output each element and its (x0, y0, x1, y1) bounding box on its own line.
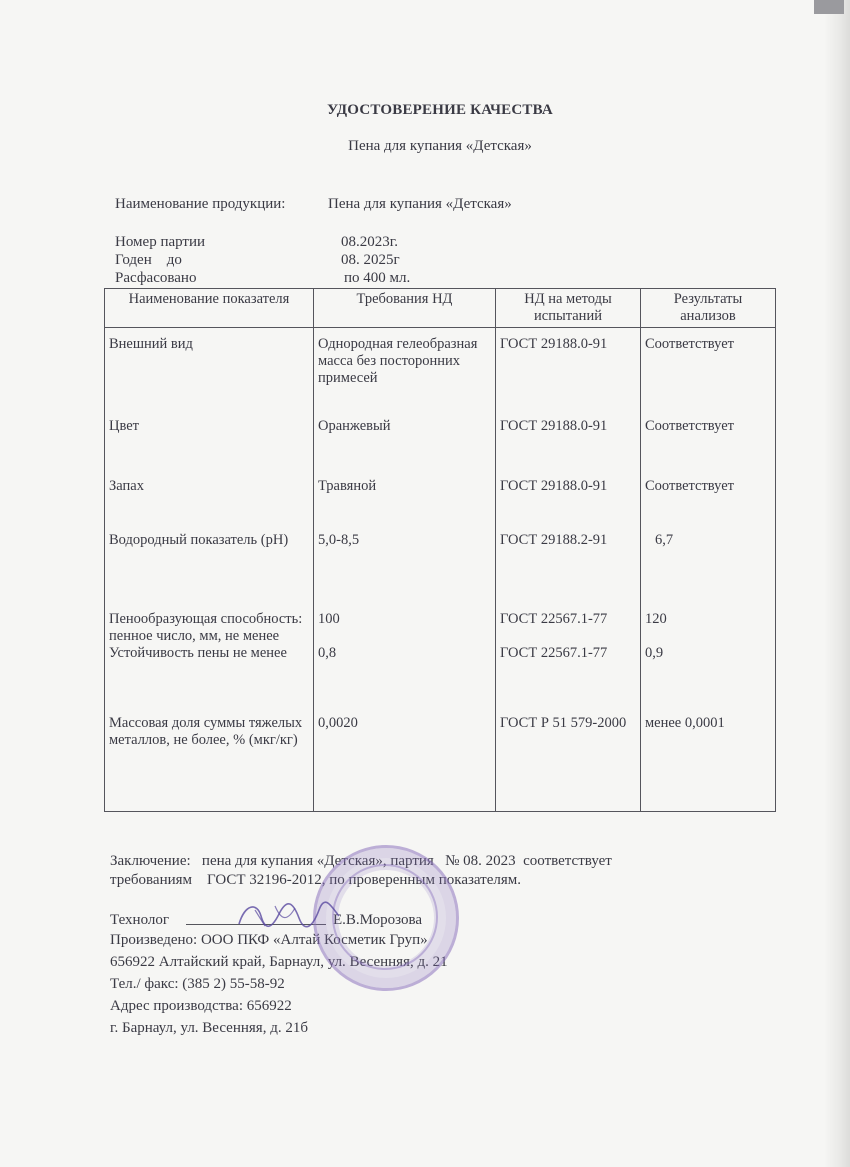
row-requirement: 100 (314, 611, 496, 645)
conclusion-line-1: Заключение: пена для купания «Детская», партия № 08. 2023 соответствует (110, 853, 612, 869)
signature-scribble (235, 896, 345, 936)
row-name: Массовая доля суммы тяжелых металлов, не более, % (мкг/кг) (105, 715, 314, 812)
row-requirement: Травяной (314, 478, 496, 532)
batch-value: 08.2023г. (341, 234, 398, 250)
header-indicator: Наименование показателя (105, 289, 314, 328)
row-requirement: 0,0020 (314, 715, 496, 812)
valid-value: 08. 2025г (341, 252, 400, 268)
row-result: Соответствует (641, 328, 776, 419)
table-row (105, 532, 776, 611)
conclusion-line-2: требованиям ГОСТ 32196-2012, по проверенным показателям. (110, 872, 522, 888)
table-row (105, 715, 776, 812)
row-name: Цвет (105, 418, 314, 478)
valid-label: Годен до (115, 252, 182, 268)
row-method: ГОСТ Р 51 579-2000 (496, 715, 641, 812)
packed-label: Расфасовано (115, 270, 197, 286)
row-method: ГОСТ 29188.0-91 (496, 418, 641, 478)
row-method: ГОСТ 22567.1-77 (496, 645, 641, 715)
table-row (105, 478, 776, 532)
row-name: Запах (105, 478, 314, 532)
phone: Тел./ факс: (385 2) 55-58-92 (110, 976, 285, 992)
document-subtitle: Пена для купания «Детская» (348, 138, 532, 154)
row-result: Соответствует (641, 418, 776, 478)
row-result: 0,9 (641, 645, 776, 715)
row-result: менее 0,0001 (641, 715, 776, 812)
row-method: ГОСТ 22567.1-77 (496, 611, 641, 645)
table-row (105, 328, 776, 419)
production-address-1: Адрес производства: 656922 (110, 998, 292, 1014)
row-name: Водородный показатель (pH) (105, 532, 314, 611)
header-results: Результаты анализов (641, 289, 776, 328)
row-result: 120 (641, 611, 776, 645)
paper-edge-shadow (824, 0, 850, 1167)
header-methods: НД на методы испытаний (496, 289, 641, 328)
table-header-row (105, 289, 776, 328)
seal-inner-ring (332, 864, 438, 970)
quality-table (104, 288, 776, 812)
produced-by: Произведено: ООО ПКФ «Алтай Косметик Груп» (110, 932, 428, 948)
row-requirement: 0,8 (314, 645, 496, 715)
table-row (105, 418, 776, 478)
row-requirement: Однородная гелеобразная масса без посторонних примесей (314, 328, 496, 419)
document-title: УДОСТОВЕРЕНИЕ КАЧЕСТВА (327, 102, 553, 118)
packed-value: по 400 мл. (344, 270, 411, 286)
row-method: ГОСТ 29188.2-91 (496, 532, 641, 611)
table-row (105, 645, 776, 715)
row-requirement: 5,0-8,5 (314, 532, 496, 611)
row-method: ГОСТ 29188.0-91 (496, 478, 641, 532)
row-result: 6,7 (641, 532, 776, 611)
row-name: Внешний вид (105, 328, 314, 419)
table-row (105, 611, 776, 645)
product-label: Наименование продукции: (115, 196, 286, 212)
row-name: Устойчивость пены не менее (105, 645, 314, 715)
scan-corner (814, 0, 844, 14)
product-value: Пена для купания «Детская» (328, 196, 512, 212)
row-name: Пенообразующая способность: пенное число, мм, не менее (105, 611, 314, 645)
production-address-2: г. Барнаул, ул. Весенняя, д. 21б (110, 1020, 308, 1036)
batch-label: Номер партии (115, 234, 206, 250)
technologist-name: Е.В.Морозова (333, 912, 423, 928)
row-result: Соответствует (641, 478, 776, 532)
header-requirements: Требования НД (314, 289, 496, 328)
row-requirement: Оранжевый (314, 418, 496, 478)
technologist-label: Технолог (110, 912, 170, 928)
company-address: 656922 Алтайский край, Барнаул, ул. Весенняя, д. 21 (110, 954, 448, 970)
row-method: ГОСТ 29188.0-91 (496, 328, 641, 419)
